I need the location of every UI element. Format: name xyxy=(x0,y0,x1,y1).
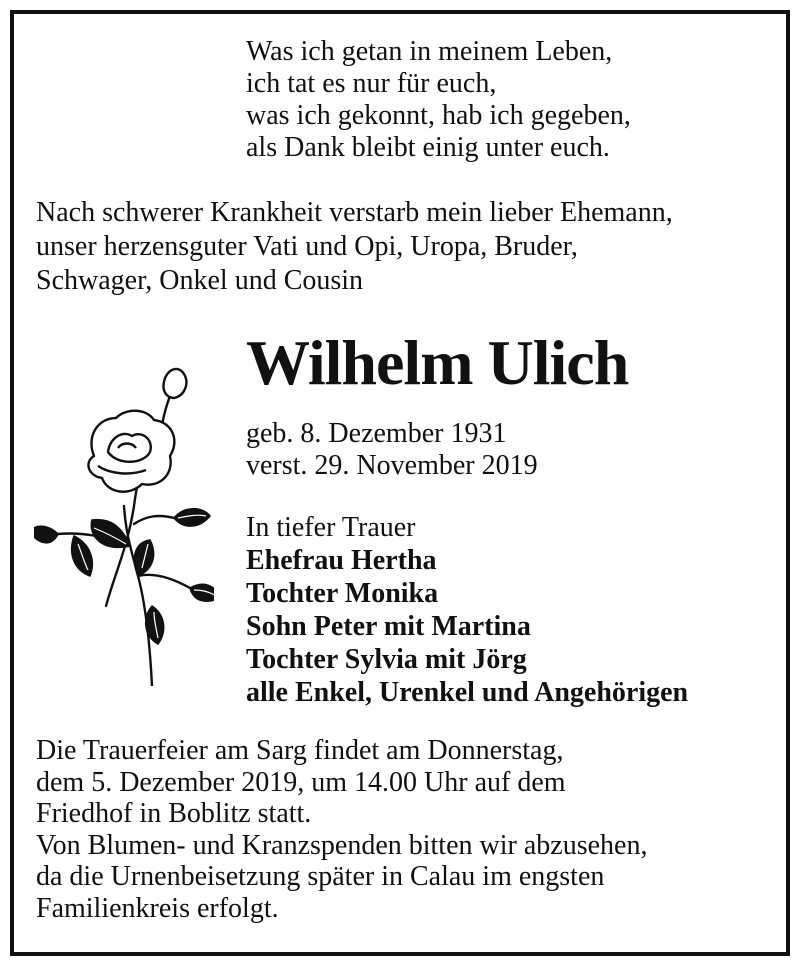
announcement-line: Nach schwerer Krankheit verstarb mein lieber Ehemann, xyxy=(36,197,673,228)
mourner-name: Tochter Monika xyxy=(246,578,439,609)
funeral-details xyxy=(36,735,647,924)
announcement-line: Schwager, Onkel und Cousin xyxy=(36,265,364,296)
mourner-name: alle Enkel, Urenkel und Angehörigen xyxy=(246,677,689,708)
death-announcement xyxy=(36,196,673,298)
funeral-detail-line: Friedhof in Boblitz statt. xyxy=(36,798,312,829)
rose-icon xyxy=(34,356,214,686)
memorial-verse xyxy=(246,36,631,164)
funeral-detail-line: Die Trauerfeier am Sarg findet am Donnerstag, xyxy=(36,735,564,766)
funeral-detail-line: dem 5. Dezember 2019, um 14.00 Uhr auf dem xyxy=(36,766,566,798)
mourner-name: Ehefrau Hertha xyxy=(246,545,437,576)
birth-date: geb. 8. Dezember 1931 xyxy=(246,418,507,449)
funeral-detail-line: Familienkreis erfolgt. xyxy=(36,892,279,924)
verse-line: ich tat es nur für euch, xyxy=(246,68,497,99)
funeral-detail-line: da die Urnenbeisetzung später in Calau im engsten xyxy=(36,861,605,892)
verse-line: als Dank bleibt einig unter euch. xyxy=(246,132,610,163)
death-date: verst. 29. November 2019 xyxy=(246,450,538,481)
mourners-list xyxy=(246,511,688,709)
funeral-detail-line: Von Blumen- und Kranzspenden bitten wir abzusehen, xyxy=(36,829,648,861)
mourning-heading: In tiefer Trauer xyxy=(246,512,416,543)
mourner-name: Tochter Sylvia mit Jörg xyxy=(246,644,527,675)
deceased-name: Wilhelm Ulich xyxy=(246,327,629,398)
verse-line: was ich gekonnt, hab ich gegeben, xyxy=(246,100,631,131)
announcement-line: unser herzensguter Vati und Opi, Uropa, Bruder, xyxy=(36,231,578,262)
life-dates xyxy=(246,418,538,482)
mourner-name: Sohn Peter mit Martina xyxy=(246,611,531,642)
verse-line: Was ich getan in meinem Leben, xyxy=(246,36,613,67)
